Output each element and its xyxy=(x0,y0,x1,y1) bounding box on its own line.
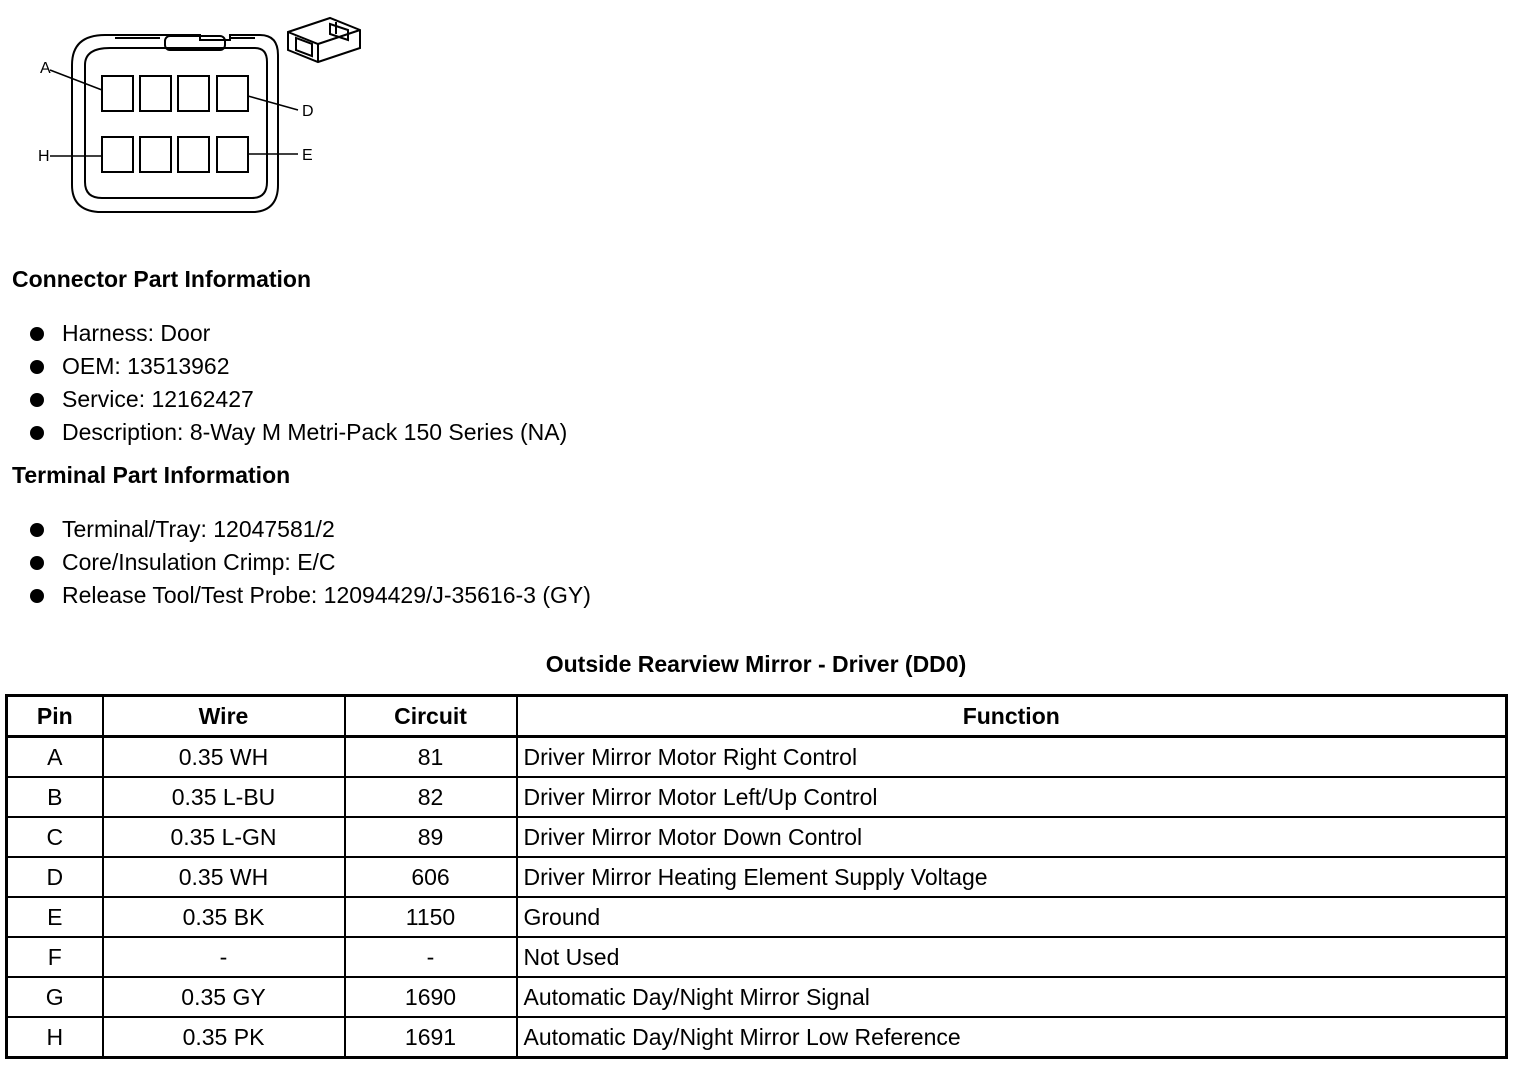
cell-function: Not Used xyxy=(517,937,1507,977)
cell-wire: 0.35 WH xyxy=(103,857,345,897)
cell-pin: E xyxy=(7,897,103,937)
cavity-c xyxy=(178,76,209,111)
cell-pin: H xyxy=(7,1017,103,1058)
cell-function: Automatic Day/Night Mirror Signal xyxy=(517,977,1507,1017)
list-item: Description: 8-Way M Metri-Pack 150 Series (NA) xyxy=(30,416,567,449)
header-circuit: Circuit xyxy=(345,696,517,737)
connector-part-info-list xyxy=(30,317,567,449)
cell-circuit: 606 xyxy=(345,857,517,897)
header-pin: Pin xyxy=(7,696,103,737)
cell-wire: 0.35 PK xyxy=(103,1017,345,1058)
cavity-e xyxy=(217,137,248,172)
cell-wire: 0.35 BK xyxy=(103,897,345,937)
list-item: Service: 12162427 xyxy=(30,383,567,416)
cell-pin: B xyxy=(7,777,103,817)
list-item: Terminal/Tray: 12047581/2 xyxy=(30,513,591,546)
terminal-part-info-list xyxy=(30,513,591,612)
cell-pin: D xyxy=(7,857,103,897)
cell-circuit: 1690 xyxy=(345,977,517,1017)
cell-wire: 0.35 WH xyxy=(103,737,345,778)
cavity-f xyxy=(178,137,209,172)
cavity-g xyxy=(140,137,171,172)
table-row xyxy=(7,817,1507,857)
header-function: Function xyxy=(517,696,1507,737)
table-row xyxy=(7,977,1507,1017)
table-row xyxy=(7,897,1507,937)
cell-pin: G xyxy=(7,977,103,1017)
connector-housing-outline xyxy=(72,35,278,212)
pin-table-title: Outside Rearview Mirror - Driver (DD0) xyxy=(545,651,967,677)
cell-function: Driver Mirror Motor Right Control xyxy=(517,737,1507,778)
pin-label-h: H xyxy=(38,148,50,165)
cell-circuit: 81 xyxy=(345,737,517,778)
pin-label-a: A xyxy=(40,60,51,77)
connector-perspective-icon xyxy=(288,18,360,62)
pin-label-d: D xyxy=(302,103,314,120)
header-wire: Wire xyxy=(103,696,345,737)
cell-wire: 0.35 L-GN xyxy=(103,817,345,857)
cell-pin: C xyxy=(7,817,103,857)
cell-function: Driver Mirror Heating Element Supply Voltage xyxy=(517,857,1507,897)
cavity-h xyxy=(102,137,133,172)
terminal-part-info-heading: Terminal Part Information xyxy=(12,462,291,488)
cell-wire: 0.35 GY xyxy=(103,977,345,1017)
list-item: Release Tool/Test Probe: 12094429/J-35616-3 (GY) xyxy=(30,579,591,612)
cell-function: Automatic Day/Night Mirror Low Reference xyxy=(517,1017,1507,1058)
table-header-row xyxy=(7,696,1507,737)
cavity-d xyxy=(217,76,248,111)
table-row xyxy=(7,777,1507,817)
table-row xyxy=(7,737,1507,778)
cavity-b xyxy=(140,76,171,111)
list-item: Core/Insulation Crimp: E/C xyxy=(30,546,591,579)
cell-circuit: 89 xyxy=(345,817,517,857)
cell-wire: 0.35 L-BU xyxy=(103,777,345,817)
cell-function: Ground xyxy=(517,897,1507,937)
list-item: Harness: Door xyxy=(30,317,567,350)
connector-face-diagram xyxy=(30,10,380,220)
table-row xyxy=(7,1017,1507,1058)
cavity-a xyxy=(102,76,133,111)
pin-table xyxy=(5,694,1508,1059)
cell-function: Driver Mirror Motor Down Control xyxy=(517,817,1507,857)
cell-circuit: 1150 xyxy=(345,897,517,937)
connector-part-info-heading: Connector Part Information xyxy=(12,266,312,292)
cell-pin: A xyxy=(7,737,103,778)
table-row xyxy=(7,857,1507,897)
cell-circuit: 82 xyxy=(345,777,517,817)
table-row xyxy=(7,937,1507,977)
cell-wire: - xyxy=(103,937,345,977)
cell-function: Driver Mirror Motor Left/Up Control xyxy=(517,777,1507,817)
list-item: OEM: 13513962 xyxy=(30,350,567,383)
pin-label-e: E xyxy=(302,147,313,164)
cell-circuit: - xyxy=(345,937,517,977)
cell-pin: F xyxy=(7,937,103,977)
cell-circuit: 1691 xyxy=(345,1017,517,1058)
